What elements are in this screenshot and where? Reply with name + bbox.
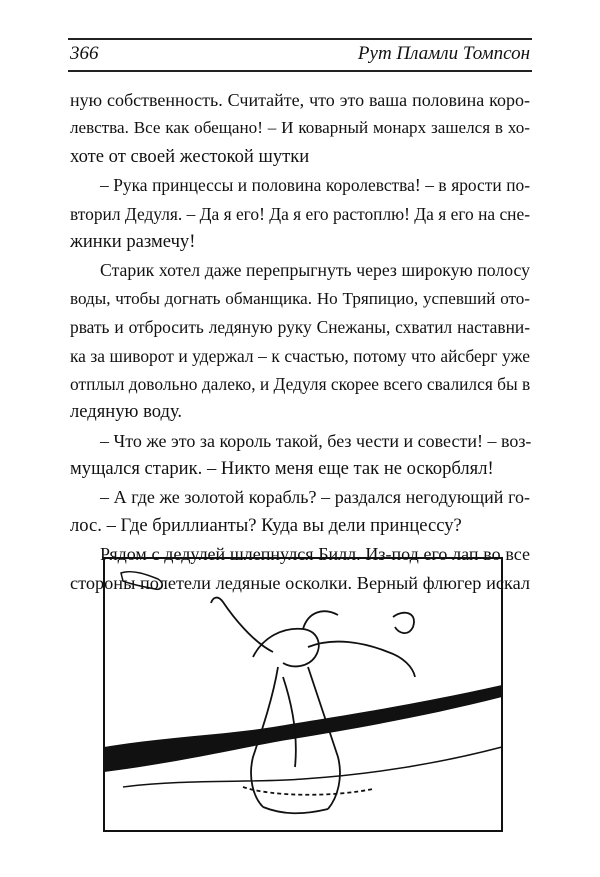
water-shadow (104, 685, 502, 772)
illustration-frame (104, 558, 502, 831)
text-line: отплыл довольно далеко, и Дедуля скорее всего свалился бы в (70, 373, 531, 394)
text-line: рвать и отбросить ледяную руку Снежаны, схватил наставни- (70, 317, 530, 338)
running-title: Рут Пламли Томпсон (357, 43, 530, 64)
text-line: лос. – Где бриллианты? Куда вы дели принцессу? (70, 514, 462, 536)
page-number: 366 (70, 43, 99, 64)
text-line: жинки размечу! (70, 230, 196, 252)
text-line: хоте от своей жестокой шутки (70, 145, 310, 167)
text-line: – Что же это за король такой, без чести и совести! – воз- (100, 430, 532, 451)
text-line: Рядом с дедулей шлепнулся Билл. Из-под его лап во все (100, 544, 530, 565)
header-bottom-rule (68, 70, 532, 72)
illustration (103, 557, 503, 832)
illustration-drawing (103, 557, 503, 832)
body-text (70, 86, 530, 597)
text-line: Старик хотел даже перепрыгнуть через широкую полосу (100, 260, 530, 281)
text-line: – А где же золотой корабль? – раздался негодующий го- (100, 487, 530, 508)
text-line: левства. Все как обещано! – И коварный монарх зашелся в хо- (70, 118, 530, 138)
text-line: – Рука принцессы и половина королевства! – в ярости по- (100, 175, 530, 196)
text-line: мущался старик. – Никто меня еще так не оскорблял! (70, 458, 494, 480)
text-line: вторил Дедуля. – Да я его! Да я его растоплю! Да я его на сне- (70, 203, 530, 224)
text-line: ка за шиворот и удержал – к счастью, потому что айсберг уже (70, 345, 530, 366)
ice-hand (121, 572, 162, 590)
text-line: ледяную воду. (70, 401, 183, 423)
header-top-rule (68, 38, 532, 40)
text-line: ную собственность. Считайте, что это ваша половина коро- (70, 90, 530, 110)
text-line: воды, чтобы догнать обманщика. Но Тряпицио, успевший ото- (70, 288, 530, 308)
text-line: стороны полетели ледяные осколки. Верный флюгер искал (70, 572, 530, 593)
